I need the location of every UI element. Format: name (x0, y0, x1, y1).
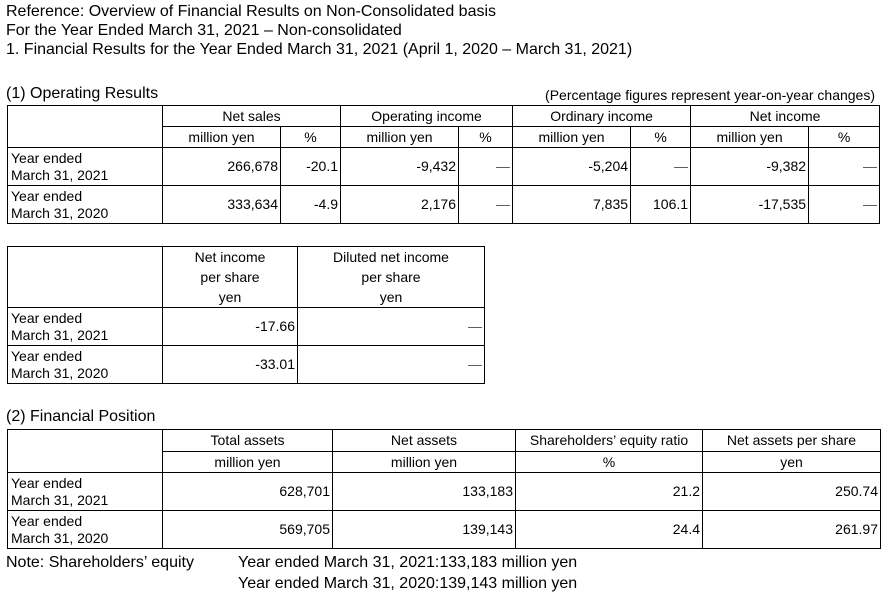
row-label: Year ended March 31, 2020 (8, 511, 163, 549)
row-label: Year ended March 31, 2020 (8, 346, 163, 384)
unit-cell: % (631, 127, 691, 148)
section-heading: 1. Financial Results for the Year Ended March 31, 2021 (April 1, 2020 – March 31, 2021) (6, 41, 633, 58)
row-label: Year ended March 31, 2021 (8, 308, 163, 346)
value-cell: 628,701 (163, 473, 333, 511)
value-cell: — (631, 148, 691, 186)
col-head-net-sales: Net sales (163, 106, 341, 127)
unit-cell: million yen (163, 452, 333, 473)
value-cell: 266,678 (163, 148, 281, 186)
row-label: Year ended March 31, 2021 (8, 473, 163, 511)
col-head-net-income: Net income (691, 106, 880, 127)
value-cell: — (809, 148, 880, 186)
value-cell: -5,204 (513, 148, 631, 186)
percentage-note: (Percentage figures represent year-on-year changes) (545, 87, 875, 103)
value-cell: 24.4 (516, 511, 703, 549)
footnote-line-2: Year ended March 31, 2020:139,143 million yen (238, 575, 578, 592)
table-row (8, 511, 881, 549)
value-cell: — (459, 186, 513, 224)
unit-cell: % (809, 127, 880, 148)
col-head-diluted-net-income: Diluted net income per share yen (298, 247, 485, 308)
col-head-equity-ratio: Shareholders’ equity ratio (516, 430, 703, 452)
operating-results-table (7, 105, 880, 224)
value-cell: 106.1 (631, 186, 691, 224)
table-row (8, 308, 485, 346)
value-cell: 569,705 (163, 511, 333, 549)
unit-cell: million yen (333, 452, 516, 473)
value-cell: -4.9 (281, 186, 341, 224)
value-cell: 7,835 (513, 186, 631, 224)
header-blank-cell (8, 247, 163, 308)
report-title: Reference: Overview of Financial Results on Non-Consolidated basis (6, 3, 497, 20)
value-cell: 139,143 (333, 511, 516, 549)
value-cell: — (298, 308, 485, 346)
value-cell: 261.97 (703, 511, 881, 549)
unit-cell: million yen (513, 127, 631, 148)
report-subtitle: For the Year Ended March 31, 2021 – Non-consolidated (6, 22, 402, 39)
value-cell: 250.74 (703, 473, 881, 511)
footnote-label: Note: Shareholders’ equity (6, 554, 194, 571)
unit-cell: million yen (341, 127, 459, 148)
value-cell: 333,634 (163, 186, 281, 224)
col-head-net-assets: Net assets (333, 430, 516, 452)
unit-cell: million yen (691, 127, 809, 148)
header-blank-cell (8, 430, 163, 473)
unit-cell: % (516, 452, 703, 473)
col-head-operating-income: Operating income (341, 106, 513, 127)
value-cell: -9,382 (691, 148, 809, 186)
unit-cell: % (459, 127, 513, 148)
value-cell: 21.2 (516, 473, 703, 511)
operating-results-title: (1) Operating Results (6, 85, 159, 102)
value-cell: — (298, 346, 485, 384)
col-head-ordinary-income: Ordinary income (513, 106, 691, 127)
row-label: Year ended March 31, 2020 (8, 186, 163, 224)
header-blank-cell (8, 106, 163, 148)
value-cell: 133,183 (333, 473, 516, 511)
per-share-table (7, 246, 485, 384)
value-cell: -20.1 (281, 148, 341, 186)
unit-cell: % (281, 127, 341, 148)
col-head-nav-per-share: Net assets per share (703, 430, 881, 452)
value-cell: -33.01 (163, 346, 298, 384)
financial-position-title: (2) Financial Position (6, 408, 156, 425)
value-cell: — (809, 186, 880, 224)
value-cell: — (459, 148, 513, 186)
table-row (8, 186, 880, 224)
table-row (8, 346, 485, 384)
col-head-net-income-per-share: Net income per share yen (163, 247, 298, 308)
financial-position-table (7, 429, 881, 549)
value-cell: -17,535 (691, 186, 809, 224)
col-head-total-assets: Total assets (163, 430, 333, 452)
table-row (8, 148, 880, 186)
row-label: Year ended March 31, 2021 (8, 148, 163, 186)
table-row (8, 473, 881, 511)
value-cell: 2,176 (341, 186, 459, 224)
value-cell: -9,432 (341, 148, 459, 186)
unit-cell: million yen (163, 127, 281, 148)
value-cell: -17.66 (163, 308, 298, 346)
unit-cell: yen (703, 452, 881, 473)
footnote-line-1: Year ended March 31, 2021:133,183 million yen (238, 554, 578, 571)
